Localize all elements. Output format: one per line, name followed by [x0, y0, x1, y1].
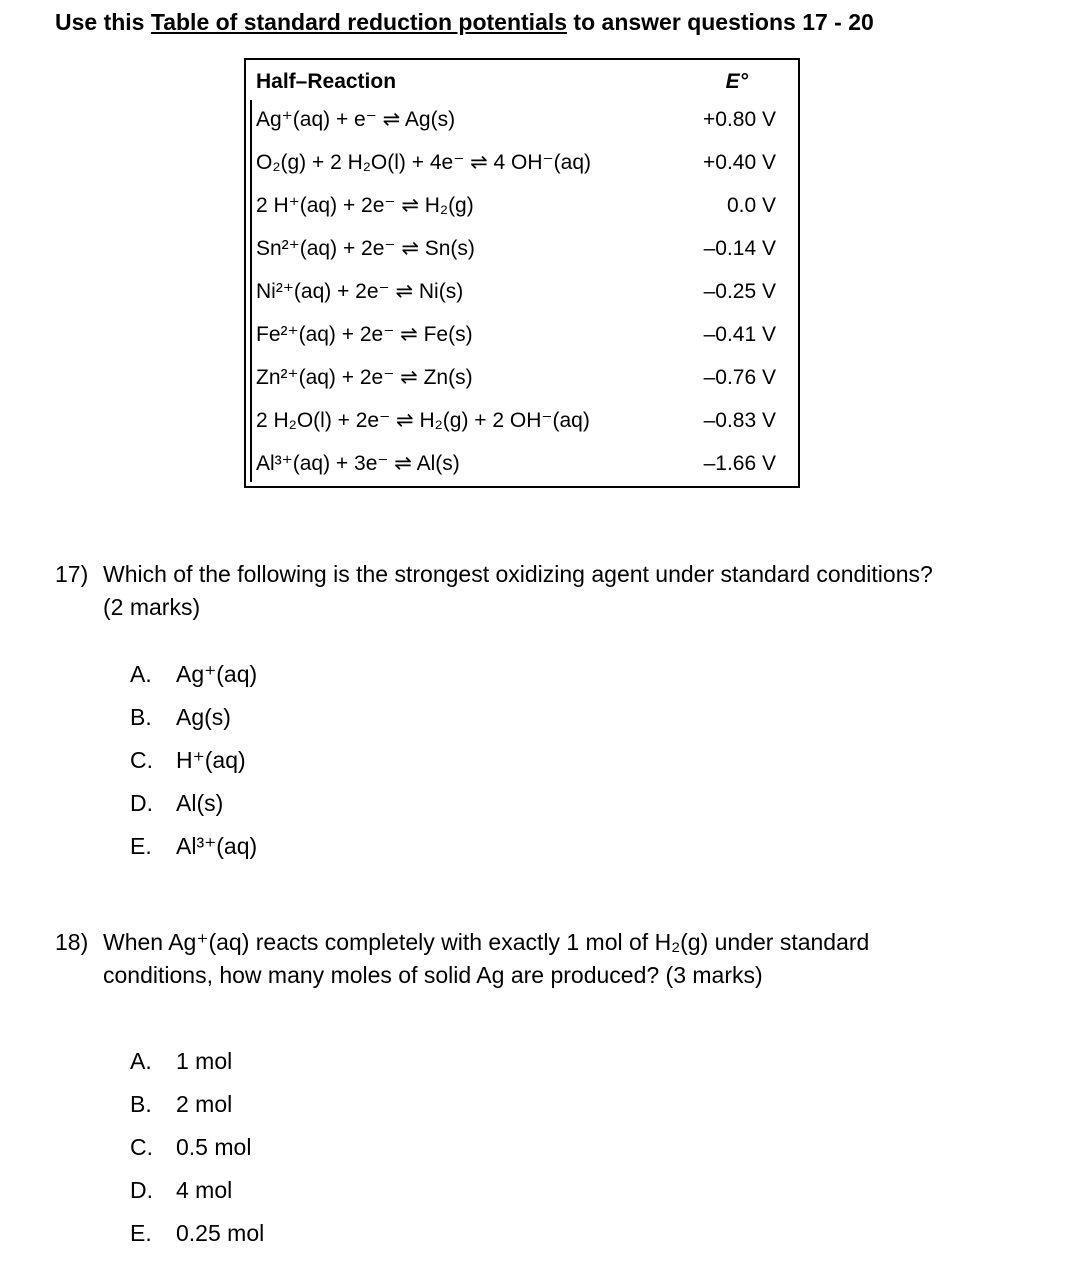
- option-text: Al(s): [176, 790, 224, 816]
- table-row: [256, 319, 776, 351]
- q18-option[interactable]: [130, 1089, 232, 1119]
- table-inner-border: [250, 100, 252, 482]
- table-row: [256, 147, 776, 179]
- option-letter: E.: [130, 833, 152, 859]
- q17-option[interactable]: [130, 745, 246, 775]
- header-half-reaction: Half–Reaction: [256, 70, 397, 93]
- reduction-potential: –1.66 V: [703, 452, 776, 475]
- question-17-line1: Which of the following is the strongest oxidizing agent under standard conditions?: [103, 561, 933, 587]
- half-reaction: Sn²⁺(aq) + 2e⁻ ⇌ Sn(s): [256, 237, 475, 260]
- option-letter: E.: [130, 1220, 152, 1246]
- option-letter: C.: [130, 747, 153, 773]
- table-row: [256, 190, 776, 222]
- reduction-potential: –0.14 V: [703, 237, 776, 260]
- question-17: [55, 558, 933, 624]
- option-text: 2 mol: [176, 1091, 233, 1117]
- half-reaction: Ag⁺(aq) + e⁻ ⇌ Ag(s): [256, 108, 456, 131]
- table-row: [256, 362, 776, 394]
- q18-option[interactable]: [130, 1046, 232, 1076]
- q17-option[interactable]: [130, 788, 223, 818]
- half-reaction: Zn²⁺(aq) + 2e⁻ ⇌ Zn(s): [256, 366, 473, 389]
- half-reaction: Fe²⁺(aq) + 2e⁻ ⇌ Fe(s): [256, 323, 473, 346]
- option-letter: A.: [130, 1048, 152, 1074]
- option-text: 0.25 mol: [176, 1220, 265, 1246]
- reduction-potential: +0.80 V: [703, 108, 776, 131]
- option-text: 0.5 mol: [176, 1134, 252, 1160]
- q17-option[interactable]: [130, 831, 257, 861]
- instructions-heading: [55, 9, 874, 36]
- question-18-number: 18): [55, 929, 89, 955]
- q18-option[interactable]: [130, 1218, 264, 1248]
- half-reaction: Al³⁺(aq) + 3e⁻ ⇌ Al(s): [256, 452, 460, 475]
- reduction-potential: –0.83 V: [703, 409, 776, 432]
- option-text: Al³⁺(aq): [176, 833, 258, 859]
- table-row: [256, 104, 776, 136]
- question-18-line1: When Ag⁺(aq) reacts completely with exactly 1 mol of H₂(g) under standard: [103, 929, 870, 955]
- reduction-potential: –0.25 V: [703, 280, 776, 303]
- option-letter: D.: [130, 790, 153, 816]
- reduction-potential: +0.40 V: [703, 151, 776, 174]
- question-18: [55, 926, 869, 992]
- question-17-line2: (2 marks): [103, 594, 201, 620]
- option-text: 4 mol: [176, 1177, 233, 1203]
- heading-suffix: to answer questions 17 - 20: [567, 9, 874, 35]
- table-row: [256, 233, 776, 265]
- half-reaction: O₂(g) + 2 H₂O(l) + 4e⁻ ⇌ 4 OH⁻(aq): [256, 151, 591, 174]
- q18-option[interactable]: [130, 1175, 232, 1205]
- table-header-row: [256, 66, 776, 98]
- option-text: 1 mol: [176, 1048, 233, 1074]
- option-letter: C.: [130, 1134, 153, 1160]
- option-letter: B.: [130, 1091, 152, 1117]
- reduction-potential: 0.0 V: [726, 194, 776, 217]
- option-text: Ag⁺(aq): [176, 661, 258, 687]
- half-reaction: Ni²⁺(aq) + 2e⁻ ⇌ Ni(s): [256, 280, 464, 303]
- option-text: H⁺(aq): [176, 747, 246, 773]
- half-reaction: 2 H₂O(l) + 2e⁻ ⇌ H₂(g) + 2 OH⁻(aq): [256, 409, 590, 432]
- question-17-number: 17): [55, 561, 89, 587]
- table-row: [256, 276, 776, 308]
- option-text: Ag(s): [176, 704, 231, 730]
- q17-option[interactable]: [130, 702, 231, 732]
- table-row: [256, 405, 776, 437]
- q17-option[interactable]: [130, 659, 257, 689]
- q18-option[interactable]: [130, 1132, 251, 1162]
- reduction-potential: –0.41 V: [703, 323, 776, 346]
- header-potential: E°: [725, 70, 748, 93]
- option-letter: A.: [130, 661, 152, 687]
- question-18-line2: conditions, how many moles of solid Ag are produced? (3 marks): [103, 962, 763, 988]
- reduction-potential: –0.76 V: [703, 366, 776, 389]
- table-row: [256, 448, 776, 480]
- option-letter: B.: [130, 704, 152, 730]
- reduction-table-link[interactable]: Table of standard reduction potentials: [150, 9, 568, 35]
- half-reaction: 2 H⁺(aq) + 2e⁻ ⇌ H₂(g): [256, 194, 474, 217]
- heading-prefix: Use this: [55, 9, 151, 35]
- option-letter: D.: [130, 1177, 153, 1203]
